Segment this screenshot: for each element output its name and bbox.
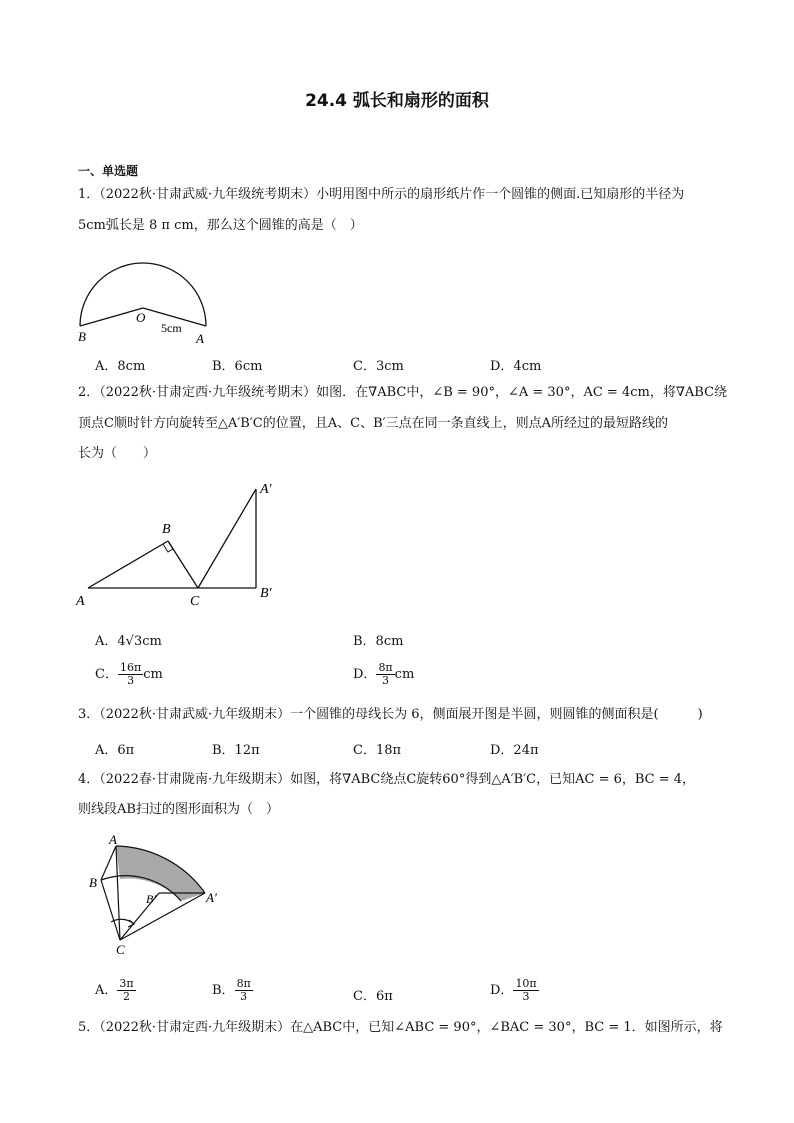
question-1-line-2: 5cm弧长是 8 π cm，那么这个圆锥的高是（ ） bbox=[78, 218, 363, 233]
q2-option-d-den: 3 bbox=[382, 674, 390, 687]
q4-option-c[interactable]: C．6π bbox=[353, 989, 393, 1004]
q1-option-c[interactable]: C．3cm bbox=[353, 359, 404, 374]
sector-label-o: O bbox=[136, 310, 146, 325]
q2-option-a[interactable]: A．4√3cm bbox=[95, 634, 162, 649]
swept-label-a-prime: A′ bbox=[206, 890, 217, 905]
question-1-line-1: 1．（2022秋·甘肃武威·九年级统考期末）小明用图中所示的扇形纸片作一个圆锥的侧面.已知扇形的半径为 bbox=[78, 187, 685, 202]
tri-label-b: B bbox=[162, 522, 171, 537]
swept-area-figure bbox=[80, 832, 230, 962]
q2-option-c-den: 3 bbox=[127, 674, 135, 687]
tri-label-b-prime: B′ bbox=[260, 586, 272, 601]
q2-option-c-num: 16π bbox=[119, 661, 142, 674]
q4-option-a[interactable] bbox=[95, 978, 136, 1003]
q2-option-c-suffix: cm bbox=[143, 667, 163, 682]
tri-label-a: A bbox=[76, 594, 85, 609]
sector-figure bbox=[70, 246, 220, 346]
q4-option-d-fraction bbox=[513, 978, 538, 1003]
q2-option-c-fraction bbox=[118, 662, 143, 687]
sector-label-a: A bbox=[196, 331, 204, 346]
q4-option-b-prefix: B． bbox=[212, 983, 235, 998]
q2-option-d-num: 8π bbox=[378, 661, 393, 674]
q1-option-a[interactable]: A．8cm bbox=[95, 359, 146, 374]
q4-option-d-num: 10π bbox=[515, 977, 537, 990]
q3-option-d[interactable]: D．24π bbox=[490, 743, 539, 758]
question-2-line-2: 顶点C顺时针方向旋转至△A′B′C的位置，且A、C、B′三点在同一条直线上，则点A所经过的最短路线的 bbox=[78, 416, 668, 431]
swept-label-b: B bbox=[89, 875, 97, 890]
swept-label-b-prime: B′ bbox=[146, 892, 156, 906]
q2-option-d-fraction bbox=[376, 662, 394, 687]
question-4-line-2: 则线段AB扫过的图形面积为（ ） bbox=[78, 802, 279, 817]
sector-label-b: B bbox=[78, 329, 86, 344]
q2-option-d-suffix: cm bbox=[394, 667, 415, 682]
q4-option-b-fraction bbox=[235, 978, 253, 1003]
swept-label-c: C bbox=[116, 942, 125, 957]
question-2-line-1: 2．（2022秋·甘肃定西·九年级统考期末）如图．在∇ABC中，∠B = 90°，∠A = 30°，AC = 4cm，将∇ABC绕 bbox=[78, 385, 728, 400]
q4-option-b-num: 8π bbox=[236, 977, 251, 990]
q4-option-d-den: 3 bbox=[522, 990, 530, 1003]
q4-option-b[interactable] bbox=[212, 978, 253, 1003]
q3-option-c[interactable]: C．18π bbox=[353, 743, 402, 758]
tri-label-c: C bbox=[190, 594, 200, 609]
q2-option-b[interactable]: B．8cm bbox=[353, 634, 404, 649]
swept-label-a: A bbox=[109, 832, 117, 847]
q3-option-b[interactable]: B．12π bbox=[212, 743, 260, 758]
q4-option-b-den: 3 bbox=[240, 990, 248, 1003]
q3-option-a[interactable]: A．6π bbox=[95, 743, 135, 758]
rotation-triangle-figure bbox=[70, 475, 290, 615]
q4-option-d-prefix: D． bbox=[490, 983, 514, 998]
question-2-line-3: 长为（ ） bbox=[78, 446, 157, 461]
q2-option-d[interactable] bbox=[353, 662, 414, 687]
tri-label-a-prime: A′ bbox=[260, 482, 272, 497]
question-5-line-1: 5．（2022秋·甘肃定西·九年级期末）在△ABC中，已知∠ABC = 90°，∠BAC = 30°，BC = 1．如图所示，将 bbox=[78, 1020, 723, 1035]
q4-option-a-fraction bbox=[117, 978, 135, 1003]
question-4-line-1: 4．（2022春·甘肃陇南·九年级期末）如图，将∇ABC绕点C旋转60°得到△A′B′C，已知AC = 6，BC = 4， bbox=[78, 772, 696, 787]
sector-label-radius: 5cm bbox=[161, 321, 182, 335]
q4-option-a-den: 2 bbox=[123, 990, 130, 1003]
q4-option-d[interactable] bbox=[490, 978, 539, 1003]
section-heading: 一、单选题 bbox=[78, 164, 139, 178]
question-3-line-1: 3．（2022秋·甘肃武威·九年级期末）一个圆锥的母线长为 6，侧面展开图是半圆，则圆锥的侧面积是( ) bbox=[78, 707, 703, 722]
q1-option-d[interactable]: D．4cm bbox=[490, 359, 542, 374]
q4-option-a-num: 3π bbox=[119, 977, 134, 990]
q1-option-b[interactable]: B．6cm bbox=[212, 359, 263, 374]
q2-option-c-prefix: C． bbox=[95, 667, 118, 682]
q2-option-c[interactable] bbox=[95, 662, 163, 687]
q2-option-d-prefix: D． bbox=[353, 667, 377, 682]
page-title: 24.4 弧长和扇形的面积 bbox=[305, 91, 489, 111]
q4-option-a-prefix: A． bbox=[95, 983, 118, 998]
